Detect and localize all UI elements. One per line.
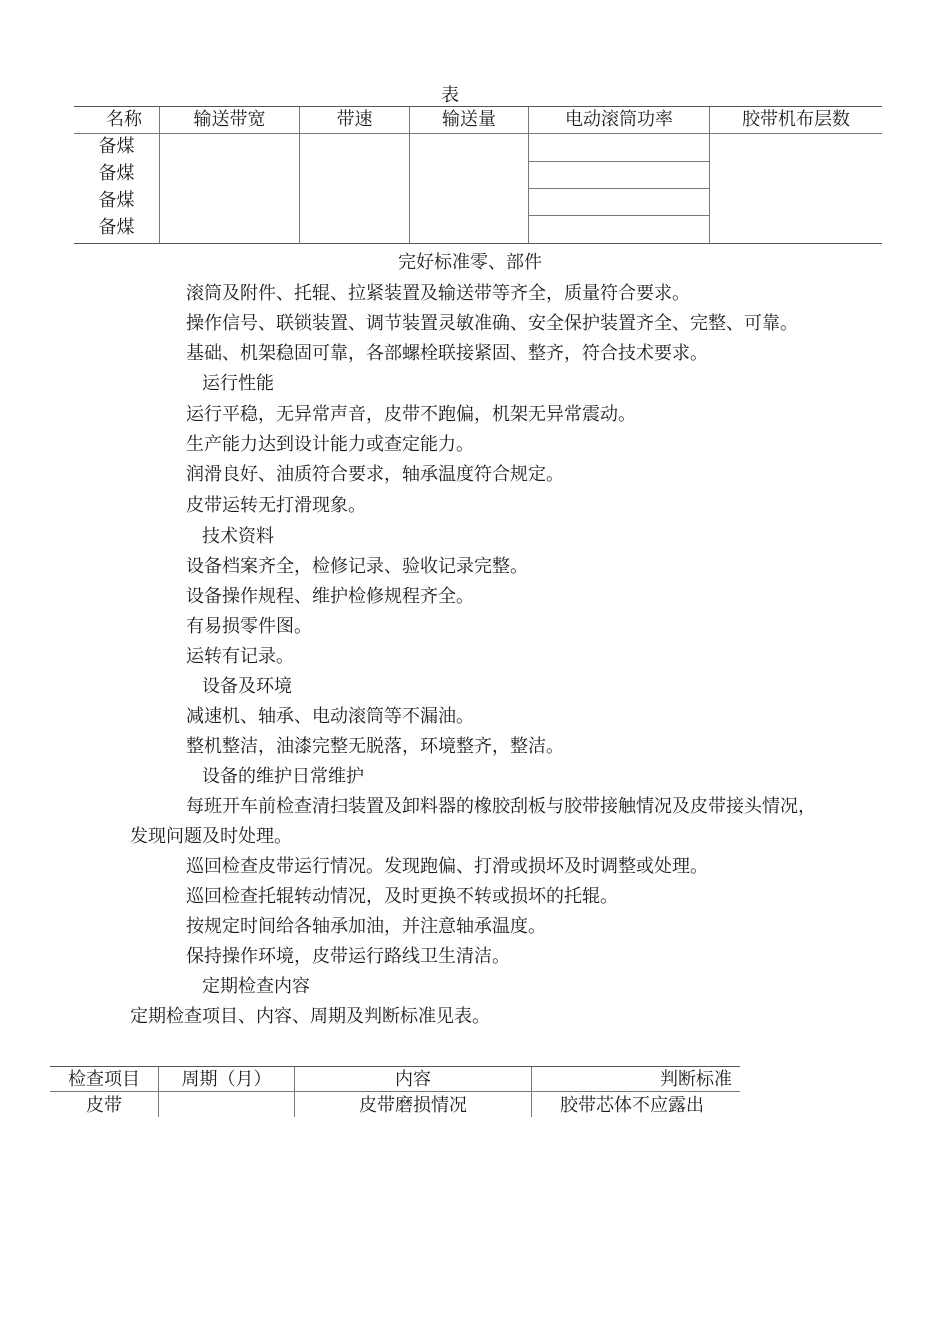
section-title: 设备及环境 (202, 676, 292, 697)
t1-header-rule (74, 133, 882, 134)
paragraph: 设备档案齐全，检修记录、验收记录完整。 (186, 556, 528, 577)
t2-header-cycle: 周期（月） (181, 1069, 272, 1090)
section-title: 技术资料 (202, 526, 274, 547)
paragraph: 定期检查项目、内容、周期及判断标准见表。 (130, 1006, 490, 1027)
paragraph: 巡回检查托辊转动情况，及时更换不转或损坏的托辊。 (186, 886, 618, 907)
t2-cell-criteria: 胶带芯体不应露出 (560, 1095, 704, 1116)
paragraph: 基础、机架稳固可靠，各部螺栓联接紧固、整齐，符合技术要求。 (186, 343, 708, 364)
t2-header-criteria: 判断标准 (660, 1069, 732, 1090)
paragraph: 设备操作规程、维护检修规程齐全。 (186, 586, 474, 607)
t2-header-rule (50, 1091, 740, 1092)
t1-row-rule (529, 161, 709, 162)
paragraph: 发现问题及时处理。 (130, 826, 292, 847)
inspection-table (50, 1066, 740, 1117)
t1-header-name: 名称 (106, 109, 142, 130)
t1-header-motor-power: 电动滚筒功率 (565, 109, 673, 130)
paragraph: 按规定时间给各轴承加油，并注意轴承温度。 (186, 916, 546, 937)
section-title: 完好标准零、部件 (398, 252, 542, 273)
t2-cell-item: 皮带 (86, 1095, 122, 1116)
paragraph: 减速机、轴承、电动滚筒等不漏油。 (186, 706, 474, 727)
t2-header-content: 内容 (395, 1069, 431, 1090)
paragraph: 润滑良好、油质符合要求，轴承温度符合规定。 (186, 464, 564, 485)
paragraph: 有易损零件图。 (186, 616, 312, 637)
t1-header-capacity: 输送量 (442, 109, 496, 130)
paragraph: 滚筒及附件、托辊、拉紧装置及输送带等齐全，质量符合要求。 (186, 283, 690, 304)
paragraph: 皮带运转无打滑现象。 (186, 495, 366, 516)
paragraph: 每班开车前检查清扫装置及卸料器的橡胶刮板与胶带接触情况及皮带接头情况， (186, 796, 816, 817)
paragraph: 生产能力达到设计能力或查定能力。 (186, 434, 474, 455)
t1-row-name: 备煤 (98, 136, 135, 157)
t1-row-name: 备煤 (98, 163, 135, 184)
t2-header-item: 检查项目 (68, 1069, 140, 1090)
t1-header-ply-count: 胶带机布层数 (742, 109, 850, 130)
paragraph: 保持操作环境，皮带运行路线卫生清洁。 (186, 946, 510, 967)
t1-row-rule (529, 188, 709, 189)
t1-row-name: 备煤 (98, 190, 135, 211)
table1-title: 表 (441, 85, 459, 106)
paragraph: 操作信号、联锁装置、调节装置灵敏准确、安全保护装置齐全、完整、可靠。 (186, 313, 798, 334)
paragraph: 运行平稳，无异常声音，皮带不跑偏，机架无异常震动。 (186, 404, 636, 425)
paragraph: 整机整洁，油漆完整无脱落，环境整齐，整洁。 (186, 736, 564, 757)
section-title: 定期检查内容 (202, 976, 310, 997)
t1-row-name: 备煤 (98, 217, 135, 238)
equipment-spec-table (74, 106, 882, 244)
t1-row-rule (529, 215, 709, 216)
section-title: 运行性能 (202, 373, 274, 394)
section-title: 设备的维护日常维护 (202, 766, 364, 787)
paragraph: 巡回检查皮带运行情况。发现跑偏、打滑或损坏及时调整或处理。 (186, 856, 708, 877)
t1-header-belt-speed: 带速 (336, 109, 373, 130)
t1-header-belt-width: 输送带宽 (193, 109, 266, 130)
paragraph: 运转有记录。 (186, 646, 294, 667)
t2-cell-content: 皮带磨损情况 (359, 1095, 467, 1116)
